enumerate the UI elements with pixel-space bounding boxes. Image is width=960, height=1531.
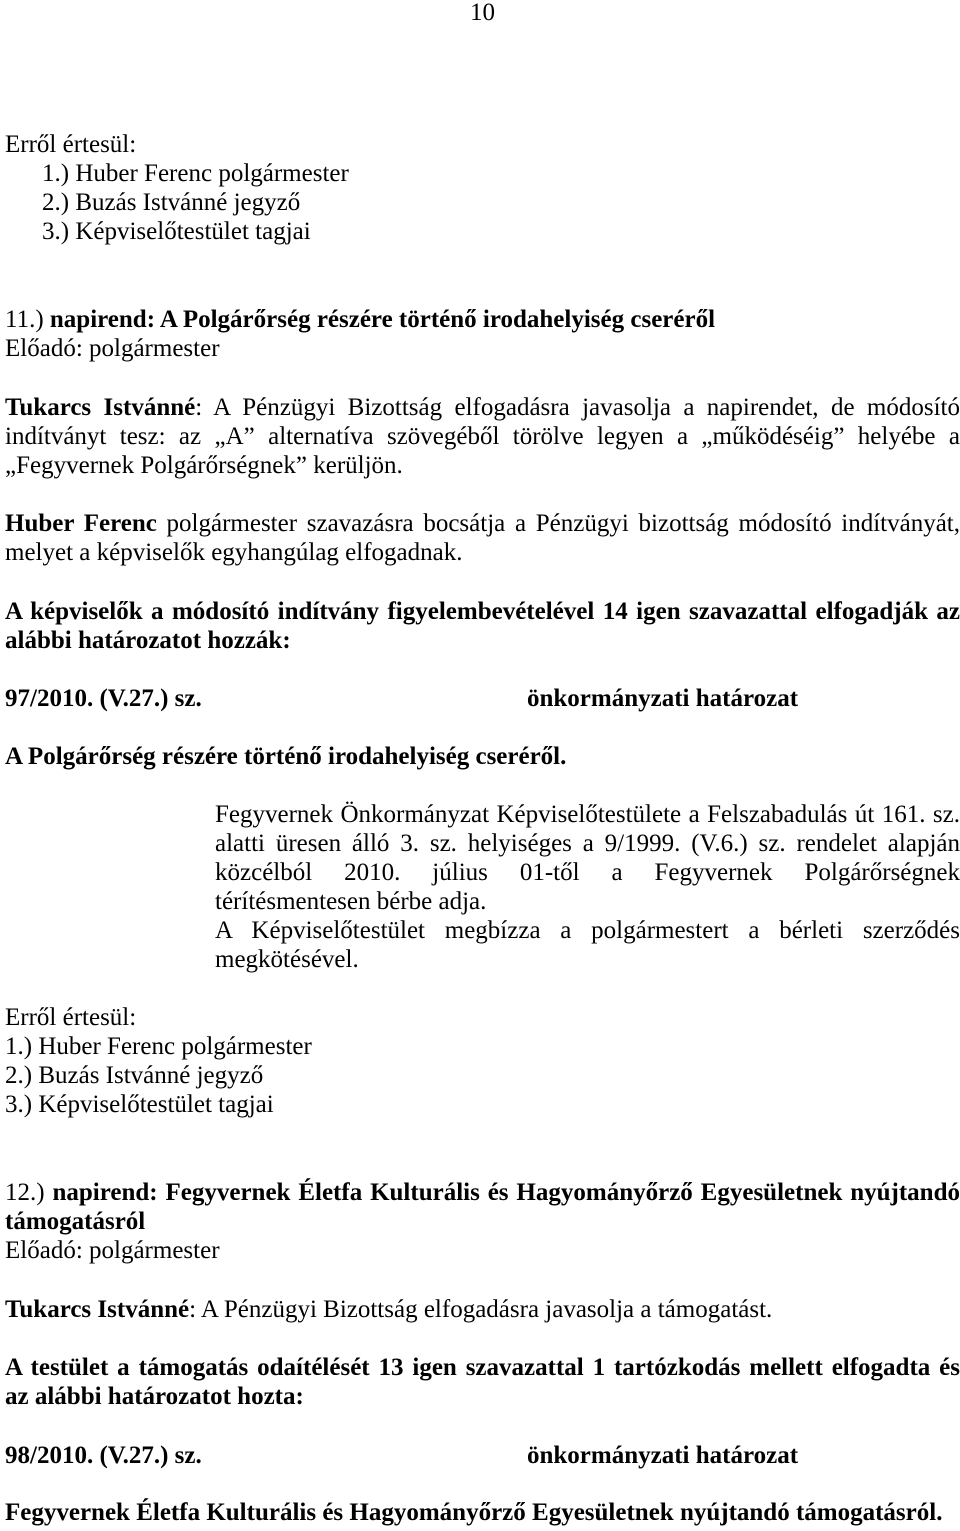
speaker-name: Tukarcs Istvánné [5,1296,190,1323]
resolution-body [215,800,960,975]
paragraph-line [5,1295,960,1324]
agenda-item-number: 11.) [5,306,44,333]
resolution-notification [5,1003,960,1119]
resolution-type: önkormányzati határozat [527,1442,799,1469]
agenda-item-title: napirend: A Polgárőrség részére történő irodahelyiség cseréről [49,306,716,333]
speaker-name: Tukarcs Istvánné [5,394,196,421]
resolution-number: 98/2010. (V.27.) sz. [5,1442,202,1469]
agenda-item-title-continued: támogatásról [5,1208,146,1236]
paragraph-text: polgármester szavazásra bocsátja a Pénzügyi bizottság módosító indítványát, [166,510,960,537]
notification-recipient: 3.) Képviselőtestület tagjai [5,1091,274,1119]
resolution-title [5,1498,960,1527]
resolution-number-row [5,684,960,713]
agenda-item-heading [5,1178,960,1207]
previous-notification [5,130,960,246]
notification-recipient: 1.) Huber Ferenc polgármester [5,1033,312,1061]
notification-recipient: 2.) Buzás Istvánné jegyző [5,1062,264,1090]
resolution-body-line: térítésmentesen bérbe adja. [215,888,487,916]
notification-heading: Erről értesül: [5,131,137,158]
paragraph-line: A képviselők a módosító indítvány figyelembevételével 14 igen szavazattal elfogadják az [5,598,960,625]
presenter: Előadó: polgármester [5,1237,220,1265]
page-number: 10 [470,0,495,26]
notification-heading: Erről értesül: [5,1004,137,1031]
resolution-body-line: A Képviselőtestület megbízza a polgármestert a bérleti szerződés [215,917,960,945]
paragraph-line: alábbi határozatot hozzák: [5,627,291,655]
paragraph-line: A testület a támogatás odaítélését 13 igen szavazattal 1 tartózkodás mellett elfogadta és [5,1354,960,1381]
resolution-title-text: Fegyvernek Életfa Kulturális és Hagyományőrző Egyesületnek nyújtandó támogatásról. [5,1499,943,1526]
resolution-body-line: közcélból 2010. július 01-től a Fegyvernek Polgárőrségnek [215,859,960,887]
resolution-title [5,742,960,771]
paragraph-line [5,393,960,422]
paragraph-line: „Fegyvernek Polgárőrségnek” kerüljön. [5,452,403,480]
notification-recipient: 3.) Képviselőtestület tagjai [42,218,311,246]
committee-opinion [5,393,960,480]
resolution-body-line: alatti üresen álló 3. sz. helyiséges a 9/1999. (V.6.) sz. rendelet alapján [215,830,960,858]
resolution-number: 97/2010. (V.27.) sz. [5,685,202,712]
presenter: Előadó: polgármester [5,335,220,363]
paragraph-line: az alábbi határozatot hozta: [5,1383,304,1411]
agenda-item-number: 12.) [5,1179,45,1206]
notification-recipient: 1.) Huber Ferenc polgármester [42,160,349,188]
resolution-title-text: A Polgárőrség részére történő irodahelyiség cseréről. [5,743,567,770]
resolution-body-line: megkötésével. [215,946,359,974]
item11-header [5,305,960,363]
agenda-item-heading [5,305,960,334]
resolution-type: önkormányzati határozat [527,685,799,712]
vote-result [5,597,960,655]
paragraph-text: : A Pénzügyi Bizottság elfogadásra javasolja a napirendet, de módosító [195,394,960,421]
agenda-item-title: napirend: Fegyvernek Életfa Kulturális és Hagyományőrző Egyesületnek nyújtandó [52,1179,960,1206]
item12-header [5,1178,960,1265]
speaker-name: Huber Ferenc [5,510,157,537]
resolution-number-row [5,1441,960,1470]
paragraph-line: indítványt tesz: az „A” alternatíva szövegéből törölve legyen a „működéséig” helyébe a [5,423,960,451]
resolution-body-line: Fegyvernek Önkormányzat Képviselőtestülete a Felszabadulás út 161. sz. [215,801,960,828]
vote-result [5,1353,960,1411]
notification-recipient: 2.) Buzás Istvánné jegyző [42,189,301,217]
vote-call [5,509,960,567]
committee-opinion [5,1295,960,1324]
paragraph-line [5,509,960,538]
paragraph-text: : A Pénzügyi Bizottság elfogadásra javasolja a támogatást. [189,1296,773,1323]
paragraph-line: melyet a képviselők egyhangúlag elfogadnak. [5,539,463,567]
